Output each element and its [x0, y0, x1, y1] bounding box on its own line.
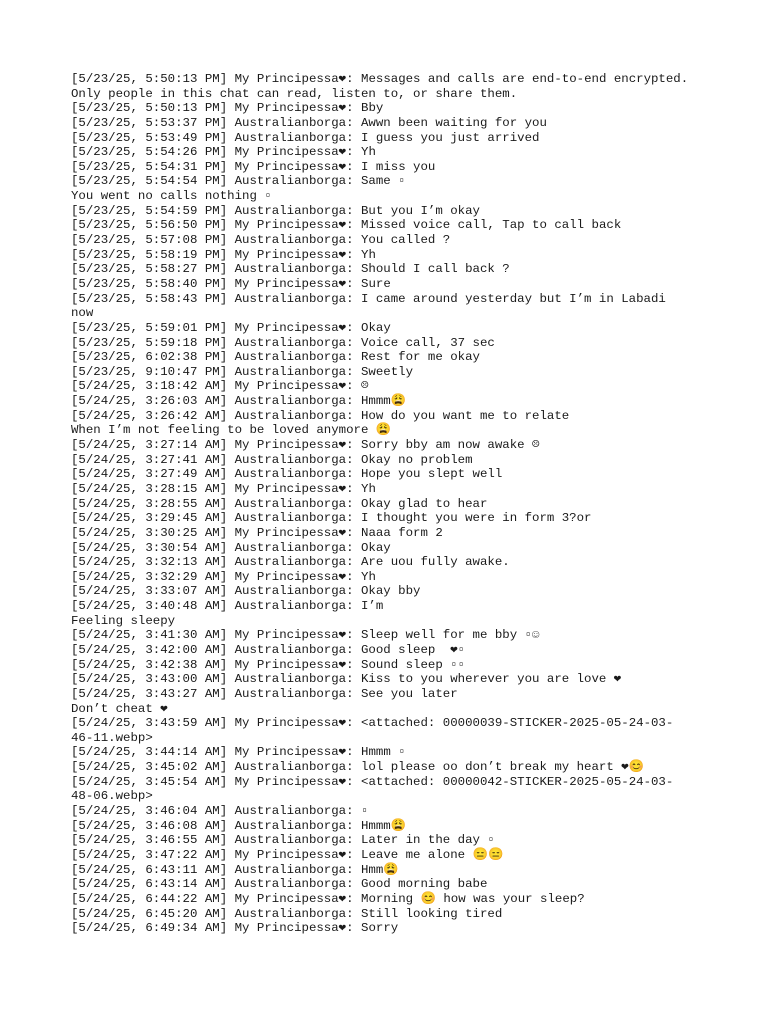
transcript-line: [5/24/25, 3:28:55 AM] Australianborga: Okay glad to hear: [71, 496, 488, 511]
transcript-line: [5/24/25, 3:26:03 AM] Australianborga: Hmmm😩: [71, 394, 407, 409]
transcript-line: [5/24/25, 3:47:22 AM] My Principessa❤: Leave me alone 😑😑: [71, 847, 504, 862]
transcript-line: [5/24/25, 3:30:54 AM] Australianborga: Okay: [71, 540, 391, 555]
transcript-line: [5/24/25, 3:27:49 AM] Australianborga: Hope you slept well: [71, 467, 503, 482]
transcript-line: 48-06.webp>: [71, 789, 153, 804]
transcript-line: [5/24/25, 3:44:14 AM] My Principessa❤: Hmmm ▫: [71, 745, 406, 760]
transcript-line: [5/24/25, 3:28:15 AM] My Principessa❤: Yh: [71, 481, 376, 496]
transcript-line: [5/23/25, 5:58:43 PM] Australianborga: I came around yesterday but I’m in Labadi: [71, 291, 666, 306]
transcript-line: [5/24/25, 3:30:25 AM] My Principessa❤: Naaa form 2: [71, 525, 443, 540]
transcript-line: [5/24/25, 3:43:00 AM] Australianborga: Kiss to you wherever you are love ❤: [71, 672, 622, 687]
transcript-line: [5/24/25, 3:46:08 AM] Australianborga: Hmmm😩: [71, 818, 407, 833]
transcript-line: [5/23/25, 5:50:13 PM] My Principessa❤: Messages and calls are end-to-end encrypted.: [71, 72, 689, 86]
transcript-line: When I’m not feeling to be loved anymore 😩: [71, 423, 392, 438]
transcript-line: [5/24/25, 3:27:14 AM] My Principessa❤: Sorry bby am now awake ☹: [71, 438, 540, 453]
transcript-line: [5/24/25, 3:32:29 AM] My Principessa❤: Yh: [71, 569, 376, 584]
transcript-line: [5/24/25, 3:42:00 AM] Australianborga: Good sleep ❤▫: [71, 642, 466, 657]
transcript-line: [5/23/25, 5:50:13 PM] My Principessa❤: Bby: [71, 101, 384, 116]
transcript-line: [5/23/25, 5:54:31 PM] My Principessa❤: I miss you: [71, 159, 436, 174]
transcript-line: [5/23/25, 5:58:40 PM] My Principessa❤: Sure: [71, 276, 391, 291]
transcript-line: [5/23/25, 5:53:49 PM] Australianborga: I guess you just arrived: [71, 130, 540, 145]
transcript-line: [5/24/25, 3:43:59 AM] My Principessa❤: <attached: 00000039-STICKER-2025-05-24-03-: [71, 716, 674, 731]
transcript-line: [5/24/25, 3:18:42 AM] My Principessa❤: ☹: [71, 379, 369, 394]
transcript-line: [5/24/25, 6:49:34 AM] My Principessa❤: Sorry: [71, 921, 399, 936]
transcript-line: [5/23/25, 5:59:18 PM] Australianborga: Voice call, 37 sec: [71, 335, 495, 350]
transcript-line: now: [71, 306, 94, 321]
transcript-line: Only people in this chat can read, listen to, or share them.: [71, 86, 518, 101]
transcript-line: [5/23/25, 5:56:50 PM] My Principessa❤: Missed voice call, Tap to call back: [71, 218, 622, 233]
transcript-line: [5/23/25, 5:54:59 PM] Australianborga: But you I’m okay: [71, 203, 480, 218]
transcript-line: [5/24/25, 3:45:02 AM] Australianborga: lol please oo don’t break my heart ❤😊: [71, 760, 645, 775]
transcript-line: Don’t cheat ❤: [71, 701, 168, 716]
chat-transcript-page: [71, 72, 711, 936]
transcript-line: [5/24/25, 3:33:07 AM] Australianborga: Okay bby: [71, 584, 421, 599]
transcript-line: [5/24/25, 3:29:45 AM] Australianborga: I thought you were in form 3?or: [71, 511, 592, 526]
transcript-line: [5/23/25, 5:59:01 PM] My Principessa❤: Okay: [71, 320, 391, 335]
transcript-line: [5/23/25, 5:54:26 PM] My Principessa❤: Yh: [71, 145, 376, 160]
transcript-line: 46-11.webp>: [71, 730, 153, 745]
transcript-line: [5/23/25, 5:54:54 PM] Australianborga: Same ▫: [71, 174, 406, 189]
transcript-line: [5/24/25, 3:41:30 AM] My Principessa❤: Sleep well for me bby ▫☺: [71, 628, 540, 643]
transcript-line: [5/24/25, 3:26:42 AM] Australianborga: How do you want me to relate: [71, 408, 570, 423]
transcript-line: [5/23/25, 5:58:27 PM] Australianborga: Should I call back ?: [71, 262, 510, 277]
transcript-line: [5/23/25, 5:58:19 PM] My Principessa❤: Yh: [71, 247, 376, 262]
transcript-line: [5/24/25, 3:46:04 AM] Australianborga: ▫: [71, 804, 369, 819]
transcript-line: [5/24/25, 3:32:13 AM] Australianborga: Are uou fully awake.: [71, 555, 510, 570]
transcript-line: [5/24/25, 3:46:55 AM] Australianborga: Later in the day ▫: [71, 833, 495, 848]
transcript-line: [5/24/25, 3:43:27 AM] Australianborga: See you later: [71, 686, 458, 701]
transcript-line: [5/23/25, 5:53:37 PM] Australianborga: Awwn been waiting for you: [71, 115, 547, 130]
transcript-line: [5/24/25, 6:43:11 AM] Australianborga: Hmm😩: [71, 862, 399, 877]
transcript-line: [5/24/25, 6:44:22 AM] My Principessa❤: Morning 😊 how was your sleep?: [71, 891, 585, 906]
transcript-line: [5/24/25, 6:45:20 AM] Australianborga: Still looking tired: [71, 906, 503, 921]
transcript-line: [5/24/25, 3:42:38 AM] My Principessa❤: Sound sleep ▫▫: [71, 657, 466, 672]
transcript-line: You went no calls nothing ▫: [71, 189, 272, 204]
transcript-line: [5/23/25, 6:02:38 PM] Australianborga: Rest for me okay: [71, 350, 480, 365]
transcript-line: [5/23/25, 9:10:47 PM] Australianborga: Sweetly: [71, 364, 414, 379]
transcript-line: [5/23/25, 5:57:08 PM] Australianborga: You called ?: [71, 233, 451, 248]
transcript-line: [5/24/25, 3:27:41 AM] Australianborga: Okay no problem: [71, 452, 473, 467]
transcript-line: [5/24/25, 6:43:14 AM] Australianborga: Good morning babe: [71, 877, 488, 892]
transcript-line: [5/24/25, 3:40:48 AM] Australianborga: I’m: [71, 599, 384, 614]
transcript-line: Feeling sleepy: [71, 613, 176, 628]
transcript-line: [5/24/25, 3:45:54 AM] My Principessa❤: <attached: 00000042-STICKER-2025-05-24-03-: [71, 774, 674, 789]
